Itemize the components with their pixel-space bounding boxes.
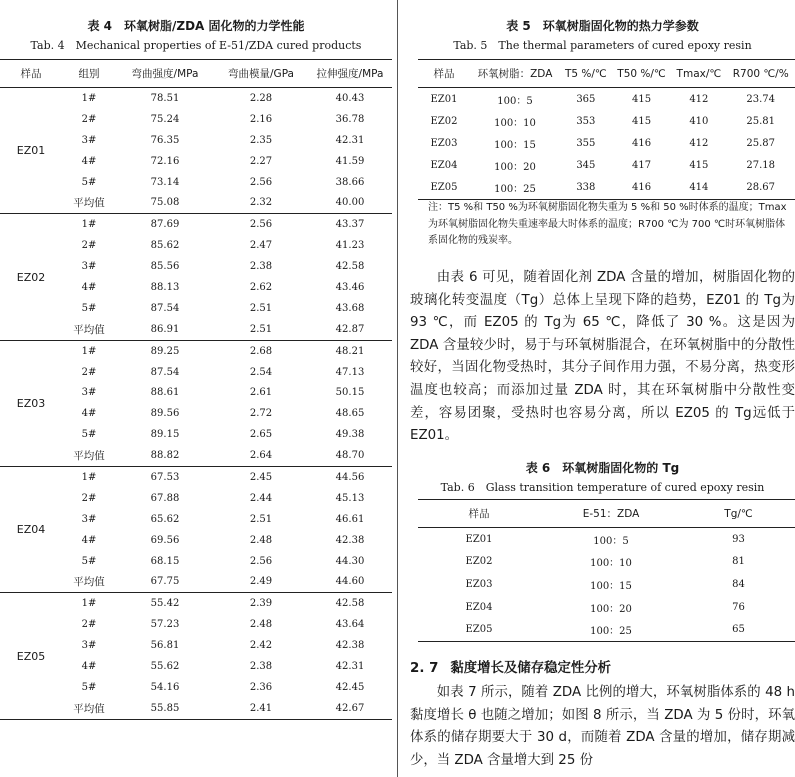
- value-cell: 50.15: [335, 387, 365, 399]
- value-cell: 2.56: [249, 219, 273, 231]
- sample-cell: EZ04: [16, 523, 46, 537]
- value-cell: 100：10: [494, 117, 536, 129]
- value-cell: 2.72: [249, 408, 273, 420]
- value-cell: 25.81: [746, 115, 776, 127]
- table5-header: R700 ℃/%: [732, 67, 789, 80]
- group-cell: 3#: [81, 134, 97, 146]
- value-cell: 100：20: [494, 162, 536, 174]
- value-cell: 55.85: [150, 702, 180, 714]
- table5-header-row: [418, 60, 795, 88]
- value-cell: 355: [576, 137, 596, 149]
- value-cell: 75.08: [150, 197, 180, 209]
- table-row: [0, 593, 392, 614]
- right-column: [410, 0, 795, 777]
- value-cell: 2.32: [249, 197, 273, 209]
- value-cell: 42.87: [335, 323, 365, 335]
- value-cell: 2.64: [249, 450, 273, 462]
- group-cell: 1#: [81, 598, 97, 610]
- table-row: [418, 596, 795, 619]
- table-row: [418, 155, 795, 177]
- value-cell: 87.54: [150, 302, 180, 314]
- value-cell: 42.38: [335, 534, 365, 546]
- table-row: [0, 88, 392, 109]
- group-cell: 1#: [81, 92, 97, 104]
- table5-caption-zh: 表 5 环氧树脂固化物的热力学参数: [506, 19, 699, 33]
- value-cell: 65.62: [150, 513, 180, 525]
- value-cell: 353: [576, 115, 596, 127]
- value-cell: 416: [631, 182, 652, 194]
- group-cell: 5#: [81, 302, 97, 314]
- value-cell: 86.91: [150, 323, 180, 335]
- value-cell: 81: [732, 556, 745, 568]
- value-cell: 89.25: [150, 345, 180, 357]
- table-row: [418, 132, 795, 154]
- value-cell: 2.39: [249, 598, 273, 610]
- group-cell: 2#: [81, 366, 97, 378]
- table4-header-row: [0, 60, 392, 88]
- value-cell: 43.37: [335, 219, 365, 231]
- group-cell: 平均值: [73, 323, 105, 336]
- value-cell: 100：10: [590, 558, 632, 570]
- value-cell: 410: [689, 115, 709, 127]
- value-cell: 56.81: [150, 640, 180, 652]
- table-row: [418, 110, 795, 132]
- value-cell: 2.62: [249, 281, 273, 293]
- value-cell: 65: [732, 624, 745, 636]
- value-cell: 68.15: [150, 555, 180, 567]
- value-cell: 41.23: [335, 240, 365, 252]
- table6-header-row: [418, 500, 795, 528]
- group-cell: 1#: [81, 345, 97, 357]
- table-row: [418, 528, 795, 551]
- value-cell: 40.00: [335, 197, 365, 209]
- sample-cell: EZ04: [465, 601, 493, 613]
- group-cell: 3#: [81, 261, 97, 273]
- paragraph-text: 如表 7 所示，随着 ZDA 比例的增大，环氧树脂体系的 48 h 黏度增长 θ 也随之增加；如图 8 所示，当 ZDA 为 5 份时，环氧体系的储存期要大于 30 d，而随着 ZDA 含量的增加，储存期减少，当 ZDA 含量增大到 25 份: [410, 685, 795, 768]
- table5: [418, 59, 795, 200]
- group-cell: 5#: [81, 681, 97, 693]
- value-cell: 23.74: [746, 93, 776, 105]
- sample-cell: EZ01: [16, 144, 46, 158]
- value-cell: 88.13: [150, 281, 180, 293]
- group-cell: 3#: [81, 640, 97, 652]
- value-cell: 41.59: [335, 155, 365, 167]
- value-cell: 55.42: [150, 598, 180, 610]
- value-cell: 40.43: [335, 92, 365, 104]
- value-cell: 2.51: [249, 302, 273, 314]
- value-cell: 2.38: [249, 261, 273, 273]
- value-cell: 100：25: [590, 626, 632, 638]
- value-cell: 76.35: [150, 134, 180, 146]
- value-cell: 412: [689, 137, 709, 149]
- value-cell: 44.30: [335, 555, 365, 567]
- left-column: [0, 0, 392, 777]
- paragraph-text: 由表 6 可见，随着固化剂 ZDA 含量的增加，树脂固化物的玻璃化转变温度（Tg）总体上呈现下降的趋势，EZ01 的 Tg为 93 ℃，而 EZ05 的 Tg为 65 ℃，降低了 30 %。这是因为 ZDA 含量较少时，易于与环氧树脂混合，在环氧树脂中的分散性较好，当固化物受热时，其分子间作用力强，不易分离，热变形温度也较高；而添加过量 ZDA 时，其在环氧树脂中分散性变差，容易团聚，受热时也容易分离，所以 EZ05 的 Tg远低于 EZ01。: [410, 270, 795, 444]
- value-cell: 2.41: [249, 702, 273, 714]
- table-row: [418, 618, 795, 641]
- sample-cell: EZ05: [430, 182, 458, 194]
- group-cell: 平均值: [73, 197, 105, 210]
- sample-cell: EZ01: [465, 533, 493, 545]
- value-cell: 48.70: [335, 450, 365, 462]
- group-cell: 平均值: [73, 702, 105, 715]
- value-cell: 42.38: [335, 640, 365, 652]
- group-cell: 5#: [81, 176, 97, 188]
- group-cell: 5#: [81, 555, 97, 567]
- table4-body: [0, 88, 392, 720]
- sample-cell: EZ05: [16, 649, 46, 663]
- section-number: 2. 7: [410, 661, 439, 676]
- value-cell: 88.61: [150, 387, 180, 399]
- value-cell: 72.16: [150, 155, 180, 167]
- value-cell: 2.28: [249, 92, 273, 104]
- section-heading: [410, 657, 611, 676]
- body-paragraph-1: [410, 267, 795, 448]
- value-cell: 67.75: [150, 576, 180, 588]
- value-cell: 415: [631, 93, 652, 105]
- value-cell: 55.62: [150, 660, 180, 672]
- value-cell: 338: [576, 182, 596, 194]
- table5-header: Tmax/℃: [676, 67, 722, 80]
- value-cell: 415: [689, 160, 709, 172]
- table5-header: 样品: [433, 68, 455, 80]
- value-cell: 415: [631, 115, 652, 127]
- table4-header: 样品: [20, 68, 42, 80]
- table6-caption-en: Tab. 6 Glass transition temperature of cured epoxy resin: [440, 481, 765, 494]
- group-cell: 5#: [81, 429, 97, 441]
- table5-body: [418, 88, 795, 200]
- value-cell: 345: [576, 160, 596, 172]
- value-cell: 44.60: [335, 576, 365, 588]
- group-cell: 4#: [81, 408, 97, 420]
- value-cell: 54.16: [150, 681, 180, 693]
- table4-header: 拉伸强度/MPa: [316, 68, 384, 80]
- value-cell: 38.66: [335, 176, 365, 188]
- table4-header: 弯曲强度/MPa: [131, 68, 199, 80]
- table4: [0, 59, 392, 720]
- table-row: [0, 467, 392, 488]
- table-row: [418, 88, 795, 111]
- value-cell: 87.54: [150, 366, 180, 378]
- value-cell: 2.44: [249, 492, 273, 504]
- group-cell: 平均值: [73, 576, 105, 589]
- value-cell: 42.58: [335, 598, 365, 610]
- value-cell: 87.69: [150, 219, 180, 231]
- value-cell: 28.67: [746, 182, 776, 194]
- table6-caption-zh: 表 6 环氧树脂固化物的 Tg: [525, 461, 680, 475]
- sample-cell: EZ03: [465, 578, 493, 590]
- value-cell: 42.58: [335, 261, 365, 273]
- table5-caption-en: Tab. 5 The thermal parameters of cured epoxy resin: [453, 39, 752, 52]
- group-cell: 4#: [81, 660, 97, 672]
- value-cell: 2.48: [249, 619, 273, 631]
- table-row: [418, 177, 795, 200]
- value-cell: 2.61: [249, 387, 273, 399]
- value-cell: 416: [631, 137, 652, 149]
- group-cell: 4#: [81, 155, 97, 167]
- body-paragraph-2: [410, 682, 795, 772]
- value-cell: 88.82: [150, 450, 180, 462]
- group-cell: 3#: [81, 513, 97, 525]
- value-cell: 2.48: [249, 534, 273, 546]
- value-cell: 27.18: [746, 160, 776, 172]
- value-cell: 48.65: [335, 408, 365, 420]
- value-cell: 67.88: [150, 492, 180, 504]
- value-cell: 84: [732, 578, 745, 590]
- group-cell: 平均值: [73, 450, 105, 463]
- value-cell: 57.23: [150, 619, 180, 631]
- table4-header: 弯曲模量/GPa: [228, 68, 294, 80]
- group-cell: 3#: [81, 387, 97, 399]
- value-cell: 2.68: [249, 345, 273, 357]
- column-divider: [397, 0, 398, 777]
- value-cell: 2.49: [249, 576, 273, 588]
- value-cell: 2.35: [249, 134, 273, 146]
- table4-caption-zh: 表 4 环氧树脂/ZDA 固化物的力学性能: [87, 19, 305, 33]
- table-row: [0, 340, 392, 361]
- table6-body: [418, 528, 795, 642]
- value-cell: 42.31: [335, 660, 365, 672]
- value-cell: 100：15: [590, 580, 632, 592]
- sample-cell: EZ02: [16, 270, 46, 284]
- value-cell: 100：5: [497, 95, 533, 107]
- value-cell: 67.53: [150, 471, 180, 483]
- value-cell: 2.51: [249, 323, 273, 335]
- value-cell: 2.54: [249, 366, 273, 378]
- value-cell: 100：20: [590, 603, 632, 615]
- value-cell: 2.47: [249, 240, 273, 252]
- group-cell: 2#: [81, 619, 97, 631]
- value-cell: 36.78: [335, 113, 365, 125]
- table5-header: T50 %/℃: [617, 67, 666, 80]
- table-row: [418, 551, 795, 574]
- section-title: 黏度增长及储存稳定性分析: [450, 661, 612, 676]
- value-cell: 42.31: [335, 134, 365, 146]
- value-cell: 2.51: [249, 513, 273, 525]
- value-cell: 42.45: [335, 681, 365, 693]
- value-cell: 69.56: [150, 534, 180, 546]
- value-cell: 85.56: [150, 261, 180, 273]
- table6-header: Tg/℃: [724, 507, 753, 520]
- value-cell: 2.56: [249, 555, 273, 567]
- sample-cell: EZ02: [465, 556, 493, 568]
- value-cell: 2.16: [249, 113, 273, 125]
- group-cell: 4#: [81, 534, 97, 546]
- sample-cell: EZ01: [430, 93, 458, 105]
- value-cell: 89.56: [150, 408, 180, 420]
- sample-cell: EZ04: [430, 160, 458, 172]
- table5-header: T5 %/℃: [564, 67, 607, 80]
- value-cell: 47.13: [335, 366, 365, 378]
- table4-header: 组别: [78, 68, 100, 80]
- value-cell: 2.38: [249, 660, 273, 672]
- sample-cell: EZ03: [16, 396, 46, 410]
- value-cell: 45.13: [335, 492, 365, 504]
- value-cell: 46.61: [335, 513, 365, 525]
- table6-header: 样品: [468, 508, 490, 520]
- value-cell: 414: [689, 182, 709, 194]
- value-cell: 75.24: [150, 113, 180, 125]
- value-cell: 43.64: [335, 619, 365, 631]
- value-cell: 2.45: [249, 471, 273, 483]
- value-cell: 43.46: [335, 281, 365, 293]
- group-cell: 2#: [81, 492, 97, 504]
- value-cell: 49.38: [335, 429, 365, 441]
- value-cell: 100：25: [494, 184, 536, 196]
- value-cell: 78.51: [150, 92, 180, 104]
- value-cell: 85.62: [150, 240, 180, 252]
- value-cell: 412: [689, 93, 709, 105]
- value-cell: 100：5: [593, 535, 629, 547]
- group-cell: 2#: [81, 240, 97, 252]
- table6-header: E-51：ZDA: [582, 508, 640, 520]
- value-cell: 48.21: [335, 345, 365, 357]
- value-cell: 2.27: [249, 155, 273, 167]
- group-cell: 1#: [81, 471, 97, 483]
- value-cell: 89.15: [150, 429, 180, 441]
- table6: [418, 499, 795, 642]
- value-cell: 100：15: [494, 139, 536, 151]
- value-cell: 365: [576, 93, 596, 105]
- value-cell: 2.65: [249, 429, 273, 441]
- value-cell: 76: [732, 601, 745, 613]
- value-cell: 43.68: [335, 302, 365, 314]
- value-cell: 2.42: [249, 640, 273, 652]
- sample-cell: EZ02: [430, 115, 458, 127]
- value-cell: 73.14: [150, 176, 180, 188]
- value-cell: 93: [732, 533, 745, 545]
- sample-cell: EZ03: [430, 137, 458, 149]
- value-cell: 417: [631, 160, 652, 172]
- table4-caption-en: Tab. 4 Mechanical properties of E-51/ZDA cured products: [30, 39, 362, 52]
- value-cell: 42.67: [335, 702, 365, 714]
- table-row: [0, 214, 392, 235]
- value-cell: 2.56: [249, 176, 273, 188]
- table6-caption: [410, 460, 795, 495]
- group-cell: 2#: [81, 113, 97, 125]
- table5-header: 环氧树脂：ZDA: [477, 68, 553, 80]
- value-cell: 2.36: [249, 681, 273, 693]
- group-cell: 4#: [81, 281, 97, 293]
- group-cell: 1#: [81, 219, 97, 231]
- table-row: [418, 573, 795, 596]
- sample-cell: EZ05: [465, 624, 493, 636]
- value-cell: 25.87: [746, 137, 776, 149]
- table5-note: 注：T5 %和 T50 %为环氧树脂固化物失重为 5 %和 50 %时体系的温度；Tmax为环氧树脂固化物失重速率最大时体系的温度；R700 ℃为 700 ℃时环氧树脂体系固化物的残炭率。: [428, 202, 787, 246]
- value-cell: 44.56: [335, 471, 365, 483]
